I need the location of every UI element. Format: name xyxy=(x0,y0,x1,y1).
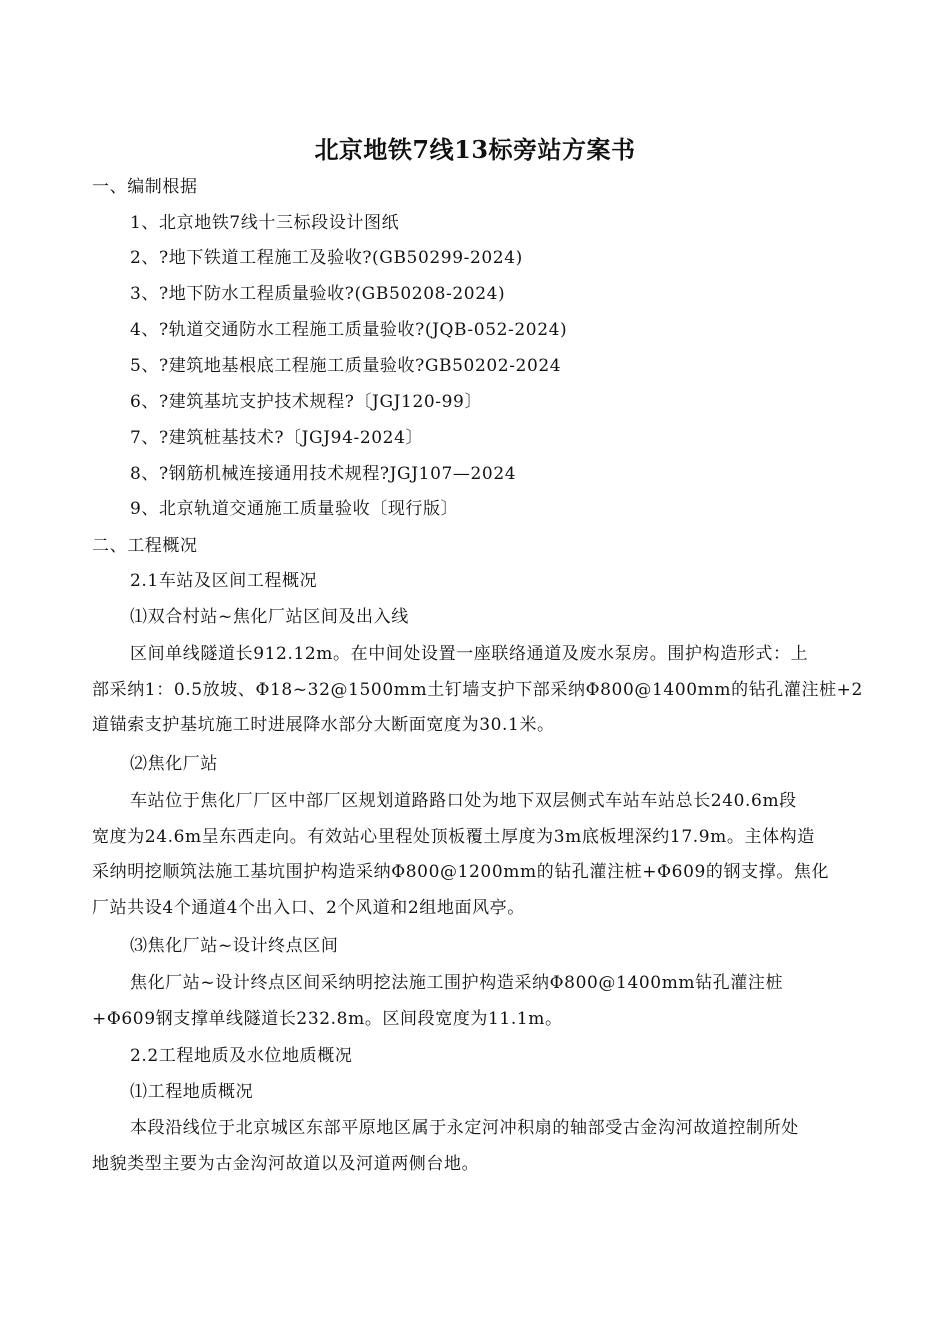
basis-item-3: 3、?地下防水工程质量验收?(GB50208-2024) xyxy=(130,284,506,304)
paragraph-line: 部采纳1：0.5放坡、Φ18~32@1500mm土钉墙支护下部采纳Φ800@1400mm的钻孔灌注桩+2 xyxy=(92,679,863,700)
item-heading-2: ⑵焦化厂站 xyxy=(130,754,218,774)
basis-item-5: 5、?建筑地基根底工程施工质量验收?GB50202-2024 xyxy=(130,356,562,376)
basis-item-2: 2、?地下铁道工程施工及验收?(GB50299-2024) xyxy=(130,248,523,268)
paragraph-tunnel-1 xyxy=(92,637,863,744)
basis-item-1: 1、北京地铁7线十三标段设计图纸 xyxy=(130,213,400,233)
document-title: 北京地铁7线13标旁站方案书 xyxy=(314,135,636,164)
subsection-heading-2-2: 2.2工程地质及水位地质概况 xyxy=(130,1046,353,1066)
paragraph-line: 车站位于焦化厂厂区中部厂区规划道路路口处为地下双层侧式车站车站总长240.6m段 xyxy=(130,791,797,811)
basis-item-9: 9、北京轨道交通施工质量验收〔现行版〕 xyxy=(130,499,459,519)
paragraph-station xyxy=(92,784,858,926)
paragraph-line: 地貌类型主要为古金沟河故道以及河道两侧台地。 xyxy=(92,1153,480,1174)
paragraph-line: 焦化厂站~设计终点区间采纳明挖法施工围护构造采纳Φ800@1400mm钻孔灌注桩 xyxy=(130,973,784,993)
paragraph-line: 厂站共设4个通道4个出入口、2个风道和2组地面风亭。 xyxy=(92,897,525,918)
paragraph-line: 采纳明挖顺筑法施工基坑围护构造采纳Φ800@1200mm的钻孔灌注桩+Φ609的钢支撑。焦化 xyxy=(92,862,830,882)
paragraph-line: 宽度为24.6m呈东西走向。有效站心里程处顶板覆土厚度为3m底板埋深约17.9m。主体构造 xyxy=(92,826,815,847)
paragraph-line: 本段沿线位于北京城区东部平原地区属于永定河冲积扇的轴部受古金沟河故道控制所处 xyxy=(130,1118,799,1138)
paragraph-line: 区间单线隧道长912.12m。在中间处设置一座联络通道及废水泵房。围护构造形式：上 xyxy=(130,644,809,664)
paragraph-tunnel-2 xyxy=(92,966,858,1037)
item-heading-1: ⑴双合村站~焦化厂站区间及出入线 xyxy=(130,607,409,627)
paragraph-geology xyxy=(92,1111,858,1182)
paragraph-line: 道锚索支护基坑施工时进展降水部分大断面宽度为30.1米。 xyxy=(92,715,555,735)
item-heading-4: ⑴工程地质概况 xyxy=(130,1082,254,1102)
basis-item-6: 6、?建筑基坑支护技术规程?〔JGJ120-99〕 xyxy=(130,392,483,412)
paragraph-line: +Φ609钢支撑单线隧道长232.8m。区间段宽度为11.1m。 xyxy=(92,1008,563,1029)
item-heading-3: ⑶焦化厂站~设计终点区间 xyxy=(130,936,339,956)
basis-item-7: 7、?建筑桩基技术?〔JGJ94-2024〕 xyxy=(130,428,424,448)
section-heading-basis: 一、编制根据 xyxy=(92,177,198,197)
subsection-heading-2-1: 2.1车站及区间工程概况 xyxy=(130,571,318,591)
section-heading-overview: 二、工程概况 xyxy=(92,536,198,556)
basis-item-8: 8、?钢筋机械连接通用技术规程?JGJ107—2024 xyxy=(130,464,517,484)
basis-item-4: 4、?轨道交通防水工程施工质量验收?(JQB-052-2024) xyxy=(130,320,568,340)
